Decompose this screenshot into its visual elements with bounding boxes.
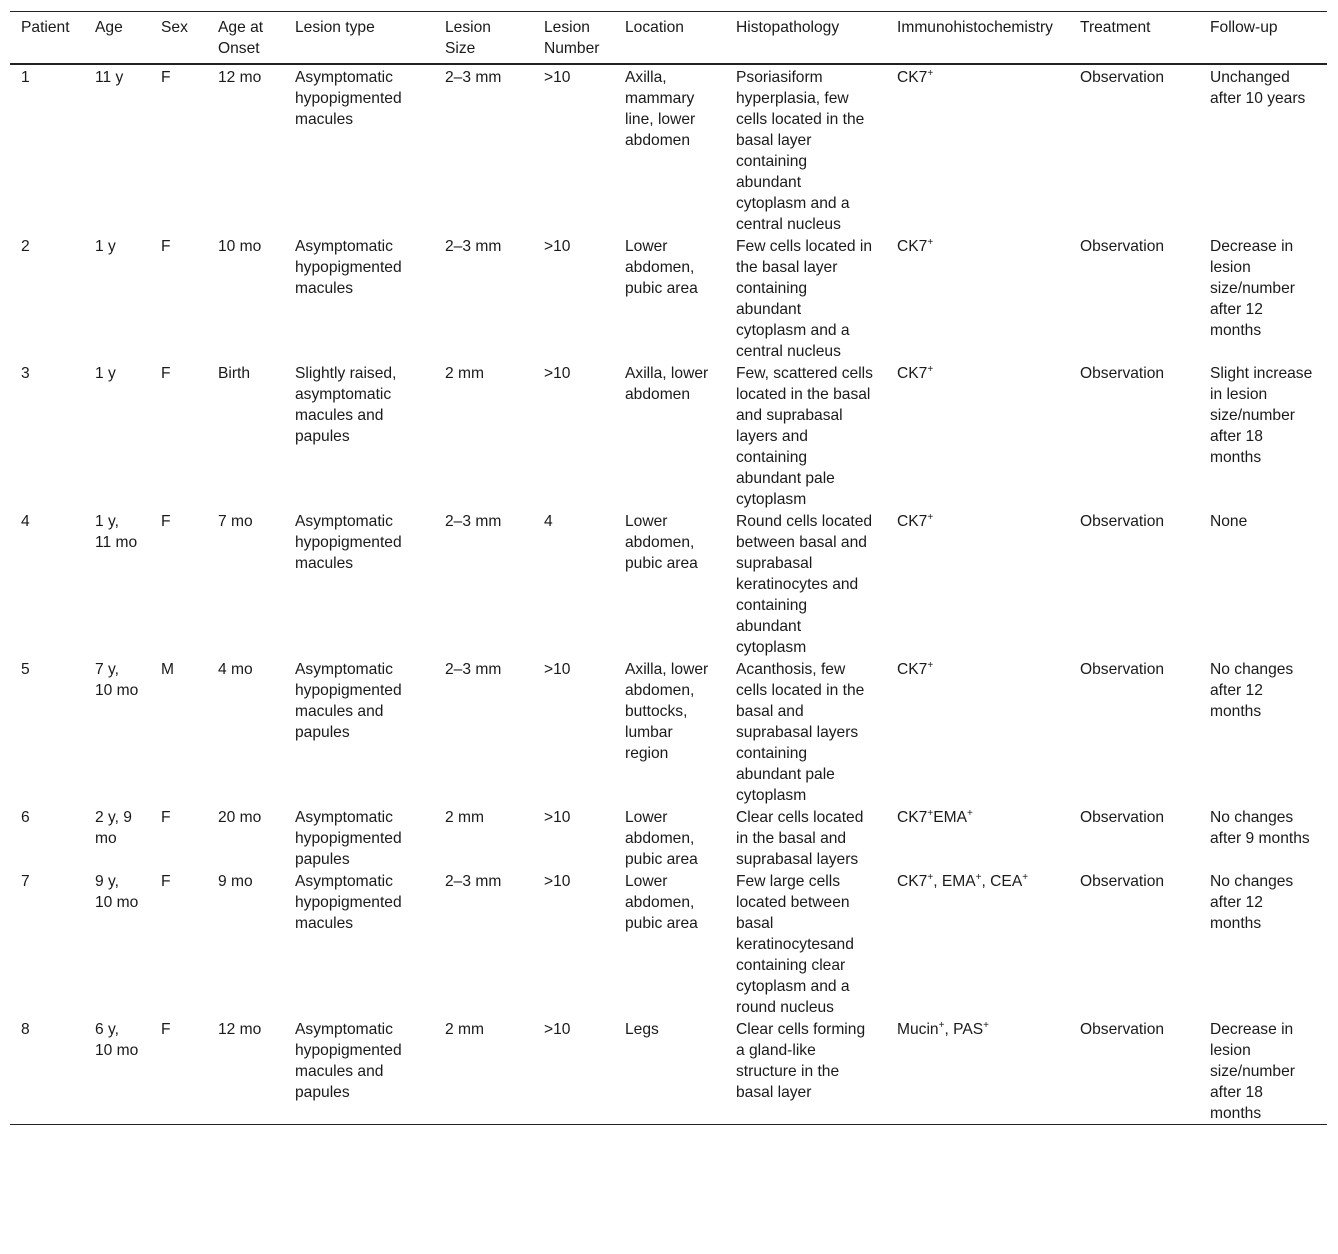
header-patient: Patient xyxy=(21,19,70,36)
cell-lesion-type: Asymptomatic hypopigmented macules xyxy=(295,513,402,572)
cell-patient: 4 xyxy=(21,513,30,530)
cell-lesion-size: 2 mm xyxy=(445,1021,484,1038)
cell-age: 9 y, 10 mo xyxy=(95,873,139,911)
cell-lesion-number: 4 xyxy=(544,513,553,530)
cell-follow-up: None xyxy=(1210,513,1248,530)
cell-lesion-number: >10 xyxy=(544,809,571,826)
cell-location: Lower abdomen, pubic area xyxy=(625,809,698,868)
cell-treatment: Observation xyxy=(1080,661,1165,678)
cell-immunohistochemistry: CK7+EMA+ xyxy=(897,807,973,826)
cell-location: Axilla, lower abdomen, buttocks, lumbar region xyxy=(625,661,709,762)
table-row xyxy=(10,64,1327,235)
cell-patient: 5 xyxy=(21,661,30,678)
header-immunohistochemistry: Immunohistochemistry xyxy=(897,19,1053,36)
cell-age: 1 y xyxy=(95,238,116,255)
cell-patient: 1 xyxy=(21,69,30,86)
header-lesion-size: Lesion Size xyxy=(445,19,491,57)
cell-location: Axilla, mammary line, lower abdomen xyxy=(625,69,696,149)
table-body xyxy=(10,64,1327,1125)
cell-age: 7 y, 10 mo xyxy=(95,661,139,699)
cell-location: Lower abdomen, pubic area xyxy=(625,513,698,572)
cell-treatment: Observation xyxy=(1080,873,1165,890)
patient-table xyxy=(10,11,1327,1125)
cell-immunohistochemistry: CK7+ xyxy=(897,363,934,382)
cell-sex: F xyxy=(161,1021,171,1038)
cell-follow-up: Decrease in lesion size/number after 12 months xyxy=(1210,238,1295,339)
cell-lesion-type: Asymptomatic hypopigmented macules xyxy=(295,69,402,128)
header-follow-up: Follow-up xyxy=(1210,19,1278,36)
header-histopathology: Histopathology xyxy=(736,19,840,36)
cell-lesion-type: Asymptomatic hypopigmented macules xyxy=(295,873,402,932)
cell-age: 1 y, 11 mo xyxy=(95,513,138,551)
cell-follow-up: No changes after 9 months xyxy=(1210,809,1310,847)
cell-age-at-onset: Birth xyxy=(218,365,251,382)
cell-age-at-onset: 20 mo xyxy=(218,809,262,826)
cell-sex: F xyxy=(161,238,171,255)
cell-histopathology: Clear cells forming a gland-like structure in the basal layer xyxy=(736,1021,866,1101)
cell-age: 1 y xyxy=(95,365,116,382)
cell-patient: 6 xyxy=(21,809,30,826)
header-row xyxy=(10,12,1327,65)
header-age: Age xyxy=(95,19,123,36)
cell-age-at-onset: 4 mo xyxy=(218,661,253,678)
table-row xyxy=(10,235,1327,362)
cell-patient: 8 xyxy=(21,1021,30,1038)
cell-location: Legs xyxy=(625,1021,659,1038)
cell-sex: F xyxy=(161,513,171,530)
cell-sex: M xyxy=(161,661,174,678)
cell-treatment: Observation xyxy=(1080,69,1165,86)
header-lesion-number: Lesion Number xyxy=(544,19,600,57)
cell-follow-up: No changes after 12 months xyxy=(1210,873,1294,932)
cell-age: 6 y, 10 mo xyxy=(95,1021,139,1059)
cell-histopathology: Clear cells located in the basal and suprabasal layers xyxy=(736,809,864,868)
cell-immunohistochemistry: CK7+, EMA+, CEA+ xyxy=(897,871,1029,890)
cell-lesion-size: 2–3 mm xyxy=(445,513,502,530)
cell-lesion-type: Asymptomatic hypopigmented papules xyxy=(295,809,402,868)
table-header xyxy=(10,12,1327,65)
cell-location: Axilla, lower abdomen xyxy=(625,365,709,403)
cell-sex: F xyxy=(161,873,171,890)
cell-histopathology: Few large cells located between basal keratinocytesand containing clear cytoplasm and a round nucleus xyxy=(736,873,854,1016)
cell-histopathology: Acanthosis, few cells located in the basal and suprabasal layers containing abundant pale cytoplasm xyxy=(736,661,865,804)
header-lesion-type: Lesion type xyxy=(295,19,375,36)
table-row xyxy=(10,510,1327,658)
cell-lesion-number: >10 xyxy=(544,69,571,86)
cell-follow-up: Unchanged after 10 years xyxy=(1210,69,1306,107)
table-container xyxy=(10,11,1327,1125)
cell-lesion-size: 2–3 mm xyxy=(445,661,502,678)
cell-lesion-number: >10 xyxy=(544,365,571,382)
table-row xyxy=(10,658,1327,806)
cell-histopathology: Psoriasiform hyperplasia, few cells located in the basal layer containing abundant cytoplasm and a central nucleus xyxy=(736,69,865,233)
header-age-at-onset: Age at Onset xyxy=(218,19,264,57)
cell-treatment: Observation xyxy=(1080,809,1165,826)
cell-lesion-number: >10 xyxy=(544,238,571,255)
cell-lesion-type: Asymptomatic hypopigmented macules and papules xyxy=(295,1021,402,1101)
cell-follow-up: No changes after 12 months xyxy=(1210,661,1294,720)
header-location: Location xyxy=(625,19,684,36)
cell-lesion-number: >10 xyxy=(544,661,571,678)
cell-sex: F xyxy=(161,365,171,382)
cell-patient: 3 xyxy=(21,365,30,382)
cell-lesion-number: >10 xyxy=(544,873,571,890)
cell-age-at-onset: 10 mo xyxy=(218,238,262,255)
cell-lesion-size: 2 mm xyxy=(445,809,484,826)
cell-lesion-size: 2–3 mm xyxy=(445,873,502,890)
cell-immunohistochemistry: Mucin+, PAS+ xyxy=(897,1019,990,1038)
table-row xyxy=(10,870,1327,1018)
cell-histopathology: Few cells located in the basal layer containing abundant cytoplasm and a central nucleus xyxy=(736,238,873,360)
cell-age-at-onset: 7 mo xyxy=(218,513,253,530)
table-row xyxy=(10,1018,1327,1125)
cell-lesion-size: 2 mm xyxy=(445,365,484,382)
table-row xyxy=(10,362,1327,510)
cell-treatment: Observation xyxy=(1080,1021,1165,1038)
cell-lesion-size: 2–3 mm xyxy=(445,238,502,255)
cell-sex: F xyxy=(161,809,171,826)
cell-histopathology: Round cells located between basal and suprabasal keratinocytes and containing abundant cytoplasm xyxy=(736,513,873,656)
cell-treatment: Observation xyxy=(1080,365,1165,382)
cell-age: 2 y, 9 mo xyxy=(95,809,132,847)
cell-location: Lower abdomen, pubic area xyxy=(625,873,698,932)
cell-lesion-number: >10 xyxy=(544,1021,571,1038)
cell-lesion-type: Slightly raised, asymptomatic macules and papules xyxy=(295,365,397,445)
header-treatment: Treatment xyxy=(1080,19,1151,36)
table-row xyxy=(10,806,1327,870)
cell-follow-up: Slight increase in lesion size/number after 18 months xyxy=(1210,365,1313,466)
cell-lesion-type: Asymptomatic hypopigmented macules and papules xyxy=(295,661,402,741)
cell-treatment: Observation xyxy=(1080,513,1165,530)
cell-sex: F xyxy=(161,69,171,86)
cell-age-at-onset: 9 mo xyxy=(218,873,253,890)
cell-follow-up: Decrease in lesion size/number after 18 months xyxy=(1210,1021,1295,1122)
cell-patient: 2 xyxy=(21,238,30,255)
cell-immunohistochemistry: CK7+ xyxy=(897,511,934,530)
cell-lesion-size: 2–3 mm xyxy=(445,69,502,86)
cell-immunohistochemistry: CK7+ xyxy=(897,659,934,678)
header-sex: Sex xyxy=(161,19,188,36)
cell-patient: 7 xyxy=(21,873,30,890)
cell-lesion-type: Asymptomatic hypopigmented macules xyxy=(295,238,402,297)
cell-treatment: Observation xyxy=(1080,238,1165,255)
cell-age: 11 y xyxy=(95,69,124,86)
cell-immunohistochemistry: CK7+ xyxy=(897,67,934,86)
cell-age-at-onset: 12 mo xyxy=(218,1021,262,1038)
cell-age-at-onset: 12 mo xyxy=(218,69,262,86)
cell-location: Lower abdomen, pubic area xyxy=(625,238,698,297)
cell-histopathology: Few, scattered cells located in the basal and suprabasal layers and containing abundant pale cytoplasm xyxy=(736,365,873,508)
cell-immunohistochemistry: CK7+ xyxy=(897,236,934,255)
